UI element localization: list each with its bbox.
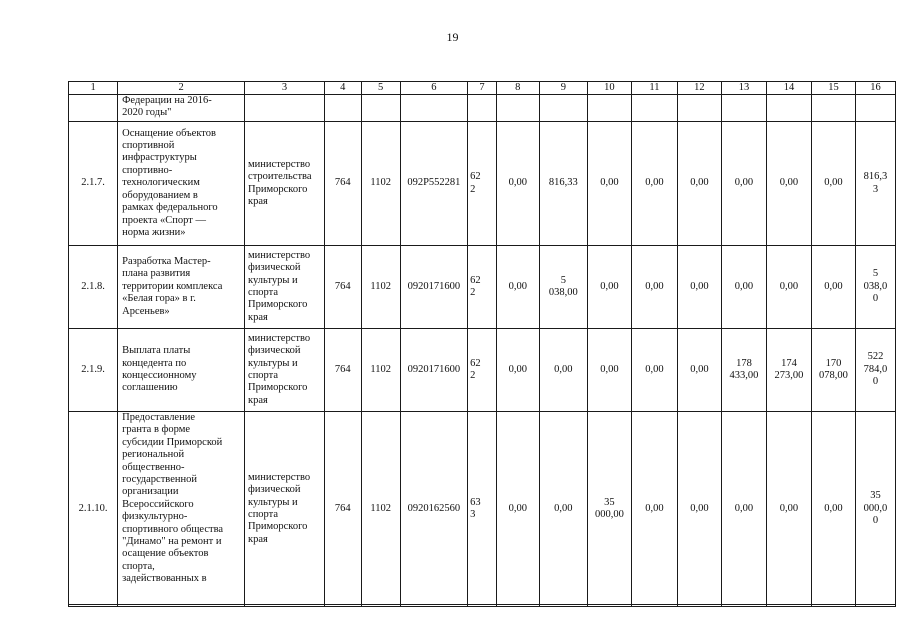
table-row (69, 246, 896, 329)
column-header: 2 (118, 82, 245, 95)
table-cell (766, 95, 811, 122)
table-cell: 0,00 (496, 122, 539, 246)
column-header: 1 (69, 82, 118, 95)
column-header: 6 (400, 82, 468, 95)
table-cell: 0,00 (811, 412, 855, 607)
responsible-org: министерство физической культуры и спорта Приморского края (245, 246, 325, 329)
budget-table (68, 81, 896, 607)
table-cell: 0,00 (496, 412, 539, 607)
table-cell: 0,00 (677, 122, 721, 246)
responsible-org: министерство строительства Приморского края (245, 122, 325, 246)
table-row (69, 412, 896, 607)
table-cell: 0920171600 (400, 246, 468, 329)
table-cell: 0920171600 (400, 329, 468, 412)
table-cell: 0,00 (811, 246, 855, 329)
table-cell: 0,00 (587, 122, 631, 246)
column-header: 15 (811, 82, 855, 95)
table-cell (721, 95, 766, 122)
column-header: 11 (631, 82, 677, 95)
table-cell: 0,00 (721, 412, 766, 607)
row-number: 2.1.7. (69, 122, 118, 246)
table-cell: 0920162560 (400, 412, 468, 607)
table-cell (855, 95, 895, 122)
column-header: 8 (496, 82, 539, 95)
column-header: 4 (324, 82, 361, 95)
table-cell: 1102 (361, 246, 400, 329)
table-cell: 62 2 (468, 122, 497, 246)
column-header: 7 (468, 82, 497, 95)
table-cell: 178 433,00 (721, 329, 766, 412)
table-cell (468, 95, 497, 122)
table-cell: 816,33 (539, 122, 587, 246)
table-cell: 5 038,00 (539, 246, 587, 329)
responsible-org: министерство физической культуры и спорта Приморского края (245, 412, 325, 607)
table-cell: 1102 (361, 412, 400, 607)
table-cell: 5 038,0 0 (855, 246, 895, 329)
table-row (69, 95, 896, 122)
table-cell: 0,00 (496, 329, 539, 412)
responsible-org: министерство физической культуры и спорта Приморского края (245, 329, 325, 412)
table-cell: 764 (324, 329, 361, 412)
table-cell: 0,00 (539, 412, 587, 607)
column-header: 16 (855, 82, 895, 95)
table-row (69, 329, 896, 412)
table-cell (496, 95, 539, 122)
table-cell: 35 000,00 (587, 412, 631, 607)
measure-name: Предоставление гранта в форме субсидии Приморской региональной общественно- государственной организации Всероссийского физкультурно- спортивного общества "Динамо" на ремонт и осащение объектов спорта, задействованных в (118, 412, 245, 607)
table-cell: 764 (324, 246, 361, 329)
table-cell: 35 000,0 0 (855, 412, 895, 607)
table-cell: 1102 (361, 329, 400, 412)
column-header: 10 (587, 82, 631, 95)
table-cell: 0,00 (677, 329, 721, 412)
table-cell: 0,00 (766, 412, 811, 607)
row-number: 2.1.10. (69, 412, 118, 607)
table-cell (400, 95, 468, 122)
row-number: 2.1.9. (69, 329, 118, 412)
table-cell: 0,00 (539, 329, 587, 412)
table-cell: 0,00 (811, 122, 855, 246)
table-cell: 62 2 (468, 246, 497, 329)
table-cell (631, 95, 677, 122)
column-header: 5 (361, 82, 400, 95)
measure-name: Выплата платы концедента по концессионному соглашению (118, 329, 245, 412)
table-cell: 0,00 (721, 122, 766, 246)
table-cell: 0,00 (496, 246, 539, 329)
table-cell (361, 95, 400, 122)
table-cell: 0,00 (631, 246, 677, 329)
table-cell (677, 95, 721, 122)
table-header-row (69, 82, 896, 95)
page-number: 19 (446, 30, 459, 44)
measure-name: Оснащение объектов спортивной инфраструктуры спортивно- технологическим оборудованием в рамках федерального проекта «Спорт — норма жизни» (118, 122, 245, 246)
table-cell: 816,3 3 (855, 122, 895, 246)
column-header: 12 (677, 82, 721, 95)
row-number: 2.1.8. (69, 246, 118, 329)
table-cell: 0,00 (677, 246, 721, 329)
column-header: 9 (539, 82, 587, 95)
table-cell: 62 2 (468, 329, 497, 412)
table-bottom-rule (68, 604, 896, 605)
table-cell: 63 3 (468, 412, 497, 607)
table-cell: 0,00 (766, 246, 811, 329)
table-cell: 0,00 (677, 412, 721, 607)
table-cell: 170 078,00 (811, 329, 855, 412)
table-row (69, 122, 896, 246)
table-cell (587, 95, 631, 122)
table-cell: 522 784,0 0 (855, 329, 895, 412)
column-header: 3 (245, 82, 325, 95)
table-cell: 0,00 (587, 246, 631, 329)
column-header: 14 (766, 82, 811, 95)
table-cell: 0,00 (587, 329, 631, 412)
table-cell (539, 95, 587, 122)
table-cell: 1102 (361, 122, 400, 246)
table-cell: 764 (324, 412, 361, 607)
table-cell: 0,00 (631, 122, 677, 246)
table-cell: 0,00 (631, 329, 677, 412)
measure-name: Разработка Мастер- плана развития территории комплекса «Белая гора» в г. Арсеньев» (118, 246, 245, 329)
table-cell: 0,00 (766, 122, 811, 246)
table-cell (324, 95, 361, 122)
responsible-org (245, 95, 325, 122)
table-cell: 764 (324, 122, 361, 246)
table-cell: 0,00 (631, 412, 677, 607)
table-cell: 174 273,00 (766, 329, 811, 412)
row-number (69, 95, 118, 122)
table-cell: 0,00 (721, 246, 766, 329)
measure-name: Федерации на 2016- 2020 годы" (118, 95, 245, 122)
column-header: 13 (721, 82, 766, 95)
table-cell: 092P552281 (400, 122, 468, 246)
table-cell (811, 95, 855, 122)
